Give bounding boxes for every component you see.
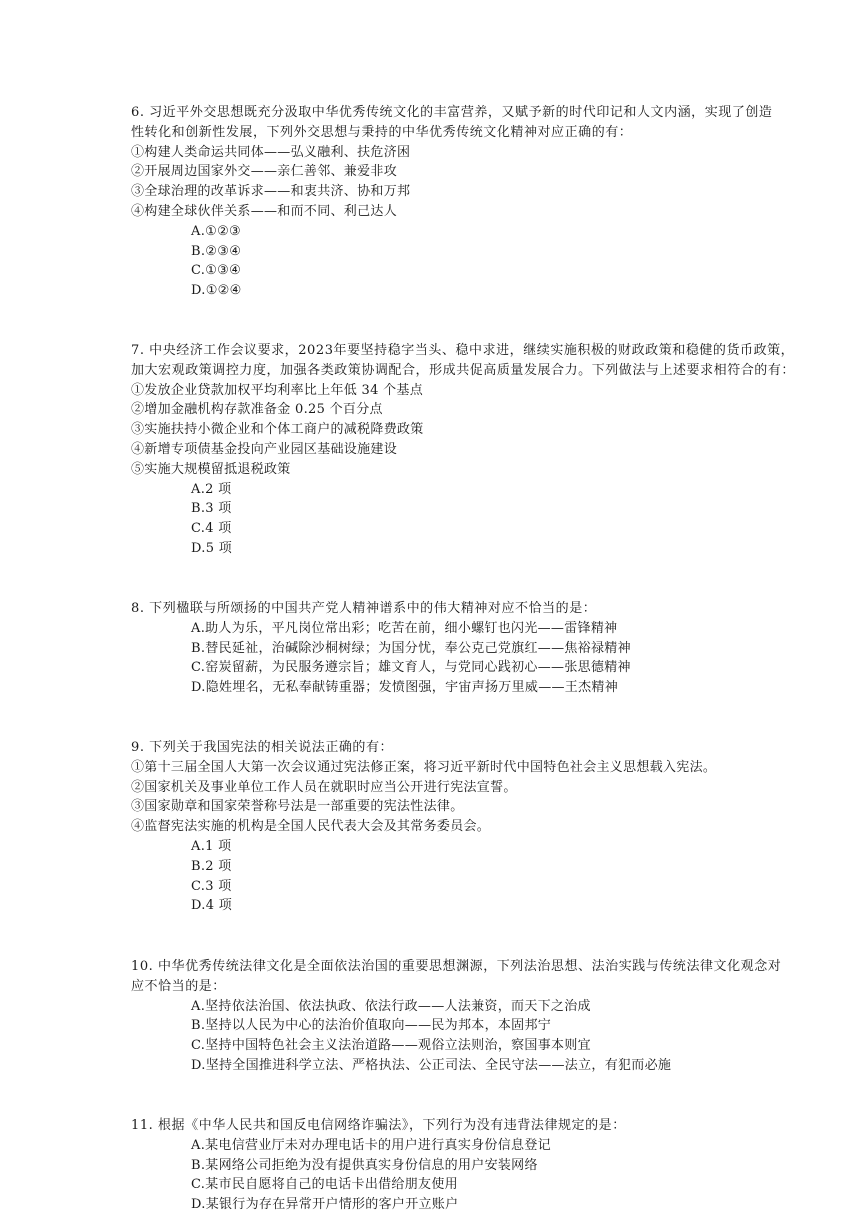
option-d: D.某银行为存在异常开户情形的客户开立账户 — [191, 1197, 459, 1213]
option-a: A.1 项 — [191, 838, 232, 854]
option-b: B.②③④ — [191, 243, 242, 259]
option-c: C.3 项 — [191, 878, 232, 894]
question-stem — [131, 738, 861, 758]
question-11 — [131, 1116, 861, 1215]
stem-line: 7. 中央经济工作会议要求，2023年要坚持稳字当头、稳中求进，继续实施积极的财政政策和稳健的货币政策， — [131, 343, 795, 358]
question-stem — [131, 1116, 861, 1136]
question-stem — [131, 599, 861, 619]
option-a: A.坚持依法治国、依法执政、依法行政——人法兼资，而天下之治成 — [191, 998, 591, 1014]
option-c: C.①③④ — [191, 263, 242, 279]
statement-item: ①发放企业贷款加权平均利率比上年低 34 个基点 — [131, 382, 424, 398]
option-b: B.3 项 — [191, 501, 232, 517]
statement-item: ①构建人类命运共同体——弘义融利、扶危济困 — [131, 144, 411, 160]
option-b: B.替民延祉，治碱除沙桐树绿；为国分忧，奉公克己党旗红——焦裕禄精神 — [191, 640, 631, 656]
question-9 — [131, 738, 861, 916]
question-7 — [131, 341, 861, 559]
option-a: A.①②③ — [191, 223, 241, 239]
option-d: D.5 项 — [191, 540, 232, 556]
question-6 — [131, 103, 861, 301]
option-b: B.2 项 — [191, 858, 232, 874]
question-8 — [131, 599, 861, 698]
question-stem — [131, 341, 861, 381]
option-d: D.隐姓埋名，无私奉献铸重器；发愤图强，宇宙声扬万里威——王杰精神 — [191, 680, 618, 696]
question-stem — [131, 103, 861, 143]
statement-item: ②开展周边国家外交——亲仁善邻、兼爱非攻 — [131, 164, 398, 180]
stem-line: 加大宏观政策调控力度，加强各类政策协调配合，形成共促高质量发展合力。下列做法与上述要求相符合的有： — [131, 362, 795, 378]
statement-item: ①第十三届全国人大第一次会议通过宪法修正案，将习近平新时代中国特色社会主义思想载入宪法。 — [131, 759, 717, 775]
option-d: D.①②④ — [191, 283, 242, 299]
option-c: C.窑炭留薪，为民服务遵宗旨；雄文育人，与党同心践初心——张思德精神 — [191, 660, 631, 676]
stem-line: 应不恰当的是： — [131, 978, 226, 994]
stem-line: 11. 根据《中华人民共和国反电信网络诈骗法》，下列行为没有违背法律规定的是： — [131, 1118, 626, 1133]
statement-item: ③国家勋章和国家荣誉称号法是一部重要的宪法性法律。 — [131, 799, 464, 815]
stem-line: 6. 习近平外交思想既充分汲取中华优秀传统文化的丰富营养，又赋予新的时代印记和人文内涵，实现了创造 — [131, 105, 773, 120]
stem-line: 性转化和创新性发展，下列外交思想与秉持的中华优秀传统文化精神对应正确的有： — [131, 124, 633, 140]
option-c: C.坚持中国特色社会主义法治道路——观俗立法则治，察国事本则宜 — [191, 1038, 591, 1054]
option-a: A.2 项 — [191, 481, 232, 497]
statement-item: ③实施扶持小微企业和个体工商户的减税降费政策 — [131, 422, 424, 438]
option-b: B.坚持以人民为中心的法治价值取向——民为邦本，本固邦宁 — [191, 1018, 552, 1034]
stem-line: 8. 下列楹联与所颂扬的中国共产党人精神谱系中的伟大精神对应不恰当的是： — [131, 601, 597, 616]
option-a: A.某电信营业厅未对办理电话卡的用户进行真实身份信息登记 — [191, 1137, 551, 1153]
statement-item: ④监督宪法实施的机构是全国人民代表大会及其常务委员会。 — [131, 819, 491, 835]
question-10 — [131, 957, 861, 1076]
statement-item: ④构建全球伙伴关系——和而不同、利己达人 — [131, 203, 398, 219]
stem-line: 9. 下列关于我国宪法的相关说法正确的有： — [131, 740, 394, 755]
stem-line: 10. 中华优秀传统法律文化是全面依法治国的重要思想渊源，下列法治思想、法治实践与传统法律文化观念对 — [131, 959, 782, 974]
option-c: C.某市民自愿将自己的电话卡出借给朋友使用 — [191, 1177, 458, 1193]
option-c: C.4 项 — [191, 521, 232, 537]
statement-item: ②国家机关及事业单位工作人员在就职时应当公开进行宪法宣誓。 — [131, 779, 517, 795]
question-stem — [131, 957, 861, 997]
statement-item: ③全球治理的改革诉求——和衷共济、协和万邦 — [131, 184, 411, 200]
option-a: A.助人为乐，平凡岗位常出彩；吃苦在前，细小螺钉也闪光——雷锋精神 — [191, 620, 618, 636]
statement-item: ⑤实施大规模留抵退税政策 — [131, 461, 291, 477]
option-d: D.4 项 — [191, 898, 232, 914]
statement-item: ②增加金融机构存款准备金 0.25 个百分点 — [131, 402, 383, 418]
statement-item: ④新增专项债基金投向产业园区基础设施建设 — [131, 441, 398, 457]
option-d: D.坚持全国推进科学立法、严格执法、公正司法、全民守法——法立，有犯而必施 — [191, 1057, 672, 1073]
option-b: B.某网络公司拒绝为没有提供真实身份信息的用户安装网络 — [191, 1157, 538, 1173]
